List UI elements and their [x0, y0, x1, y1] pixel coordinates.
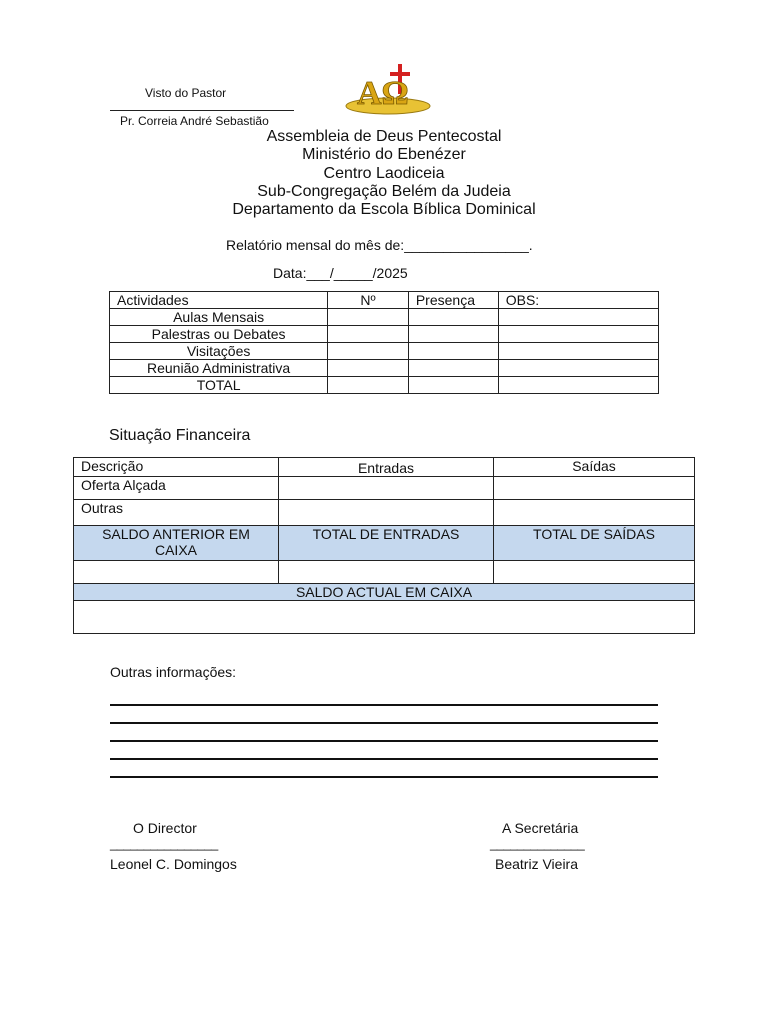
congregation-name: Sub-Congregação Belém da Judeia: [257, 182, 511, 200]
row-label: Visitações: [110, 343, 328, 360]
secretary-title: A Secretária: [502, 820, 579, 836]
table-row: [110, 360, 659, 377]
report-month-line: Relatório mensal do mês de:________________.: [226, 237, 533, 253]
col-number: Nº: [328, 292, 409, 309]
cell-presence[interactable]: [408, 309, 498, 326]
row-label: Oferta Alçada: [74, 477, 279, 500]
cell-obs[interactable]: [498, 377, 658, 394]
writing-line[interactable]: [110, 722, 658, 724]
table-row: [110, 309, 659, 326]
table-row: [74, 500, 695, 526]
previous-balance-value[interactable]: [74, 561, 279, 584]
writing-line[interactable]: [110, 740, 658, 742]
approval-name: Pr. Correia André Sebastião: [120, 114, 269, 128]
cell-income[interactable]: [279, 500, 494, 526]
secretary-name: Beatriz Vieira: [495, 856, 579, 872]
cell-expenses[interactable]: [494, 477, 695, 500]
col-obs: OBS:: [498, 292, 658, 309]
cell-income[interactable]: [279, 477, 494, 500]
totals-value-row: [74, 561, 695, 584]
date-line: Data:___/_____/2025: [273, 265, 408, 281]
col-income: Entradas: [279, 458, 494, 477]
cell-obs[interactable]: [498, 326, 658, 343]
church-logo: [343, 62, 433, 118]
writing-line[interactable]: [110, 704, 658, 706]
cell-expenses[interactable]: [494, 500, 695, 526]
financial-table: [73, 457, 695, 634]
cell-number[interactable]: [328, 377, 409, 394]
total-income-value[interactable]: [279, 561, 494, 584]
writing-line[interactable]: [110, 758, 658, 760]
cell-number[interactable]: [328, 326, 409, 343]
table-header-row: [74, 458, 695, 477]
cell-presence[interactable]: [408, 326, 498, 343]
financial-title: Situação Financeira: [109, 427, 251, 444]
church-name: Assembleia de Deus Pentecostal: [266, 128, 502, 145]
cell-presence[interactable]: [408, 343, 498, 360]
cell-presence[interactable]: [408, 360, 498, 377]
cell-number[interactable]: [328, 309, 409, 326]
table-row-total: [110, 377, 659, 394]
approval-signature-line: [110, 110, 294, 111]
col-presence: Presença: [408, 292, 498, 309]
row-label: Reunião Administrativa: [110, 360, 328, 377]
table-row: [74, 477, 695, 500]
writing-line[interactable]: [110, 776, 658, 778]
total-income-label: TOTAL DE ENTRADAS: [279, 526, 494, 561]
director-title: O Director: [133, 820, 197, 836]
cell-obs[interactable]: [498, 360, 658, 377]
current-balance-row: [74, 584, 695, 601]
secretary-signature-line: ______________: [490, 836, 585, 851]
current-balance-value-row: [74, 601, 695, 634]
total-expenses-value[interactable]: [494, 561, 695, 584]
approval-title: Visto do Pastor: [145, 86, 227, 100]
cell-obs[interactable]: [498, 343, 658, 360]
header-block: [0, 128, 768, 219]
table-header-row: [110, 292, 659, 309]
previous-balance-label: SALDO ANTERIOR EM CAIXA: [74, 526, 279, 561]
col-description: Descrição: [74, 458, 279, 477]
row-label: Palestras ou Debates: [110, 326, 328, 343]
ministry-name: Ministério do Ebenézer: [302, 146, 466, 164]
other-info-label: Outras informações:: [110, 664, 237, 680]
cell-number[interactable]: [328, 343, 409, 360]
col-activities: Actividades: [110, 292, 328, 309]
current-balance-label: SALDO ACTUAL EM CAIXA: [74, 584, 695, 601]
table-row: [110, 326, 659, 343]
row-label: Aulas Mensais: [110, 309, 328, 326]
director-signature-line: ________________: [110, 836, 218, 851]
cell-presence[interactable]: [408, 377, 498, 394]
activities-table: [109, 291, 659, 394]
cell-obs[interactable]: [498, 309, 658, 326]
row-label-total: TOTAL: [110, 377, 328, 394]
logo-text: AΩ: [357, 75, 409, 112]
table-row: [110, 343, 659, 360]
cell-number[interactable]: [328, 360, 409, 377]
col-expenses: Saídas: [494, 458, 695, 477]
center-name: Centro Laodiceia: [323, 164, 445, 182]
current-balance-value[interactable]: [74, 601, 695, 634]
totals-header-row: [74, 526, 695, 561]
director-name: Leonel C. Domingos: [110, 856, 237, 872]
row-label: Outras: [74, 500, 279, 526]
department-name: Departamento da Escola Bíblica Dominical: [232, 201, 536, 219]
total-expenses-label: TOTAL DE SAÍDAS: [494, 526, 695, 561]
